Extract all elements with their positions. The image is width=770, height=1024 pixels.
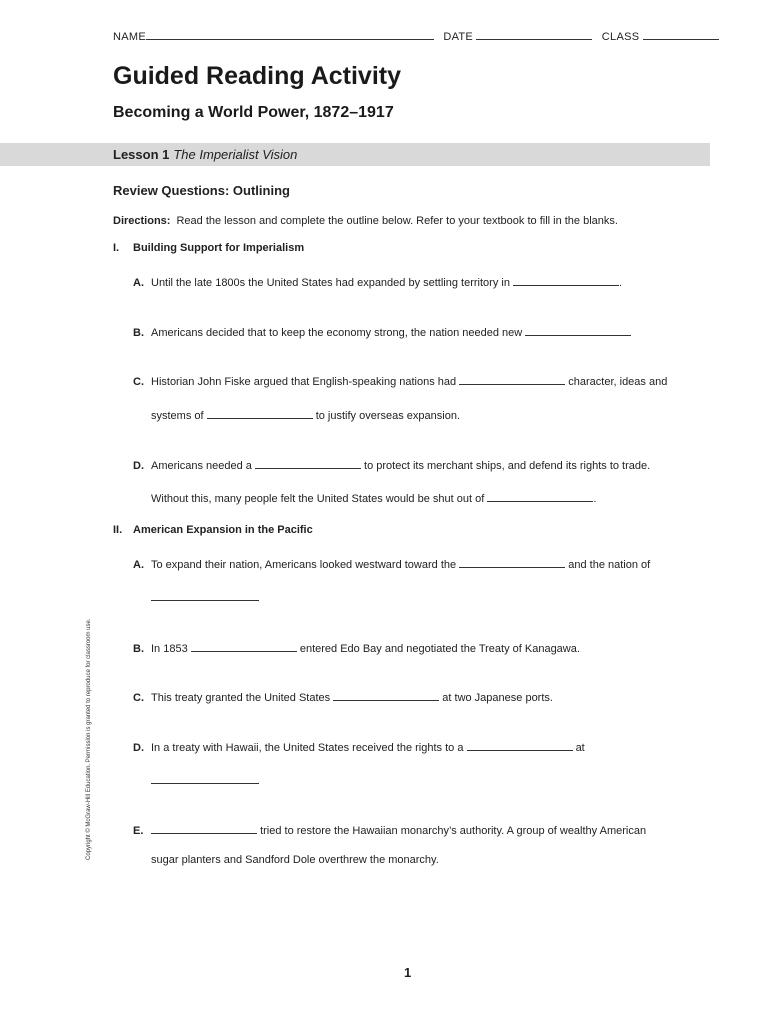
name-label: NAME (113, 31, 146, 43)
item-text: at two Japanese ports. (442, 692, 553, 704)
item-text: Americans decided that to keep the economy strong, the nation needed new (151, 327, 523, 339)
item-letter: C. (133, 376, 144, 388)
outline-item-continuation (151, 588, 259, 604)
item-text: systems of (151, 410, 204, 422)
copyright-notice: Copyright © McGraw-Hill Education. Permission is granted to reproduce for classroom use. (86, 618, 92, 860)
item-text: Until the late 1800s the United States had expanded by settling territory in (151, 277, 510, 289)
directions (113, 215, 618, 227)
directions-text: Read the lesson and complete the outline below. Refer to your textbook to fill in the blanks. (176, 215, 618, 227)
date-label: DATE (443, 31, 474, 43)
item-text: To expand their nation, Americans looked westward toward the (151, 559, 457, 571)
item-text: Americans needed a (151, 460, 252, 472)
item-text: Historian John Fiske argued that English-speaking nations had (151, 376, 457, 388)
outline-item (133, 821, 646, 837)
date-blank[interactable] (476, 27, 592, 40)
answer-blank[interactable] (207, 406, 313, 419)
item-text: Without this, many people felt the United States would be shut out of (151, 493, 485, 505)
section-heading (113, 524, 313, 536)
outline-item (133, 372, 667, 388)
answer-blank[interactable] (333, 688, 439, 701)
answer-blank[interactable] (459, 372, 565, 385)
item-letter: D. (133, 742, 144, 754)
answer-blank[interactable] (151, 821, 257, 834)
answer-blank[interactable] (467, 738, 573, 751)
lesson-name: The Imperialist Vision (173, 147, 298, 162)
item-text: at (575, 742, 585, 754)
answer-blank[interactable] (525, 323, 631, 336)
answer-blank[interactable] (191, 639, 297, 652)
page-title: Guided Reading Activity (113, 62, 402, 90)
outline-item (133, 738, 585, 754)
item-letter: D. (133, 460, 144, 472)
outline-item (133, 323, 631, 339)
outline-item-continuation (151, 854, 439, 866)
name-blank[interactable] (146, 27, 434, 40)
item-text: tried to restore the Hawaiian monarchy’s authority. A group of wealthy American (260, 825, 647, 837)
item-text: In 1853 (151, 643, 188, 655)
lesson-number: Lesson 1 (113, 147, 170, 162)
section-title: Building Support for Imperialism (133, 242, 305, 254)
section-title: American Expansion in the Pacific (133, 524, 313, 536)
outline-item-continuation (151, 771, 259, 787)
item-letter: A. (133, 559, 144, 571)
page-number: 1 (404, 965, 412, 980)
item-text: character, ideas and (568, 376, 668, 388)
item-letter: B. (133, 327, 144, 339)
item-text: In a treaty with Hawaii, the United States received the rights to a (151, 742, 464, 754)
item-letter: E. (133, 825, 144, 837)
item-text: to protect its merchant ships, and defend its rights to trade. (364, 460, 651, 472)
section-heading (113, 242, 304, 254)
lesson-bar (0, 143, 710, 166)
item-letter: B. (133, 643, 144, 655)
item-text: . (619, 277, 623, 289)
outline-item (133, 555, 650, 571)
answer-blank[interactable] (255, 456, 361, 469)
outline-item-continuation (151, 406, 460, 422)
review-heading: Review Questions: Outlining (113, 183, 290, 198)
answer-blank[interactable] (151, 771, 259, 784)
answer-blank[interactable] (487, 489, 593, 502)
outline-item (133, 456, 650, 472)
outline-item (133, 639, 580, 655)
item-text: entered Edo Bay and negotiated the Treaty of Kanagawa. (299, 643, 580, 655)
header-fields (113, 27, 719, 43)
class-label: CLASS (601, 31, 640, 43)
item-letter: C. (133, 692, 144, 704)
lesson-heading (113, 147, 297, 162)
outline-item-continuation (151, 489, 596, 505)
answer-blank[interactable] (513, 273, 619, 286)
section-roman: II. (113, 524, 123, 536)
item-text: to justify overseas expansion. (315, 410, 461, 422)
outline-item (133, 688, 553, 704)
page-subtitle: Becoming a World Power, 1872–1917 (113, 104, 394, 121)
item-letter: A. (133, 277, 144, 289)
item-text: and the nation of (568, 559, 651, 571)
item-text: . (593, 493, 597, 505)
answer-blank[interactable] (459, 555, 565, 568)
item-text: sugar planters and Sandford Dole overthrew the monarchy. (151, 854, 439, 866)
directions-label: Directions: (113, 215, 171, 227)
answer-blank[interactable] (151, 588, 259, 601)
section-roman: I. (113, 242, 120, 254)
item-text: This treaty granted the United States (151, 692, 331, 704)
class-blank[interactable] (643, 27, 719, 40)
outline-item (133, 273, 622, 289)
